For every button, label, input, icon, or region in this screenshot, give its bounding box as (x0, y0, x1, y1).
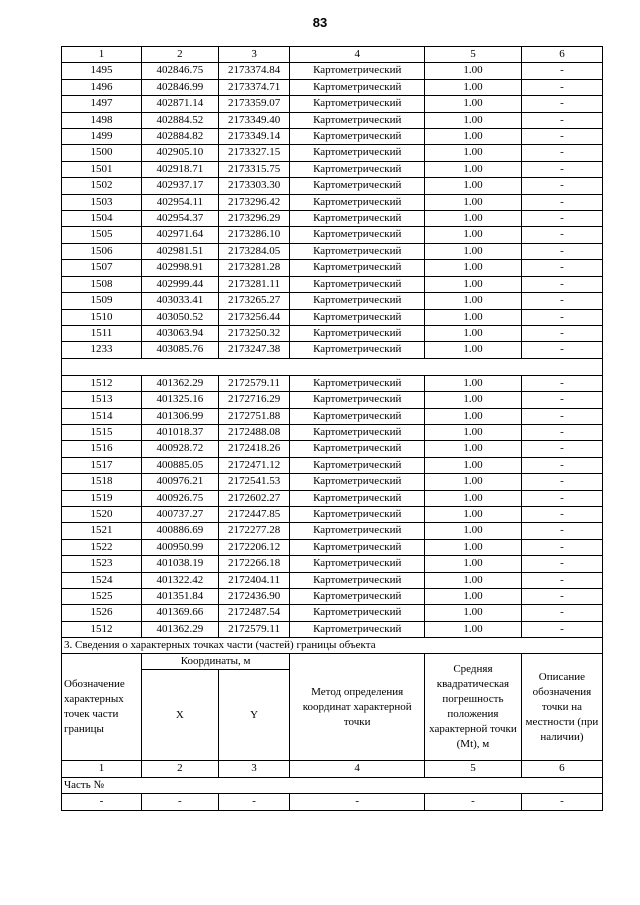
x-coordinate-cell: 402918.71 (141, 161, 218, 177)
point-number-cell: 1511 (62, 325, 142, 341)
method-cell: Картометрический (290, 408, 425, 424)
accuracy-cell: 1.00 (425, 211, 522, 227)
point-number-cell: 1512 (62, 375, 142, 391)
y-coordinate-cell: 2172541.53 (218, 474, 290, 490)
table-row (62, 490, 603, 506)
method-cell: Картометрический (290, 605, 425, 621)
point-number-cell: 1496 (62, 79, 142, 95)
method-cell: Картометрический (290, 539, 425, 555)
accuracy-cell: 1.00 (425, 621, 522, 637)
table-row (62, 96, 603, 112)
point-number-cell: 1502 (62, 178, 142, 194)
description-cell: - (521, 145, 602, 161)
y-coordinate-cell: 2172418.26 (218, 441, 290, 457)
y-coordinate-cell: 2172602.27 (218, 490, 290, 506)
accuracy-cell: 1.00 (425, 490, 522, 506)
method-header: Метод определения координат характерной точки (290, 654, 425, 761)
method-cell: Картометрический (290, 424, 425, 440)
method-cell: Картометрический (290, 375, 425, 391)
description-cell: - (521, 441, 602, 457)
point-number-cell: 1520 (62, 506, 142, 522)
point-number-cell: 1524 (62, 572, 142, 588)
accuracy-cell: 1.00 (425, 572, 522, 588)
method-cell: Картометрический (290, 474, 425, 490)
table-row (62, 375, 603, 391)
description-cell: - (521, 276, 602, 292)
part-label-row (62, 777, 603, 793)
y-coordinate-cell: 2173265.27 (218, 293, 290, 309)
table-row (62, 178, 603, 194)
description-cell: - (521, 474, 602, 490)
method-cell: Картометрический (290, 243, 425, 259)
accuracy-cell: 1.00 (425, 441, 522, 457)
description-header: Описание обозначения точки на местности (при наличии) (521, 654, 602, 761)
page-number: 83 (312, 15, 328, 30)
description-cell: - (521, 490, 602, 506)
description-cell: - (521, 523, 602, 539)
column-number: 5 (425, 761, 522, 777)
x-coordinate-cell: 400928.72 (141, 441, 218, 457)
method-cell: Картометрический (290, 589, 425, 605)
x-coordinate-cell: 401306.99 (141, 408, 218, 424)
table-row (62, 194, 603, 210)
point-number-cell: 1514 (62, 408, 142, 424)
table-row (62, 325, 603, 341)
x-coordinate-cell: 400737.27 (141, 506, 218, 522)
y-coordinate-cell: 2172447.85 (218, 506, 290, 522)
y-coordinate-cell: 2173359.07 (218, 96, 290, 112)
point-number-cell: 1501 (62, 161, 142, 177)
x-coordinate-cell: 401351.84 (141, 589, 218, 605)
error-header: Средняя квадратическая погрешность положения характерной точки (Mt), м (425, 654, 522, 761)
y-coordinate-cell: 2172471.12 (218, 457, 290, 473)
accuracy-cell: 1.00 (425, 539, 522, 555)
x-coordinate-cell: 400950.99 (141, 539, 218, 555)
description-cell: - (521, 129, 602, 145)
x-coordinate-cell: 402998.91 (141, 260, 218, 276)
table-row (62, 161, 603, 177)
table-row (62, 63, 603, 79)
x-coordinate-cell: 401322.42 (141, 572, 218, 588)
point-number-cell: 1522 (62, 539, 142, 555)
table-row (62, 276, 603, 292)
accuracy-cell: 1.00 (425, 342, 522, 358)
point-number-cell: 1510 (62, 309, 142, 325)
empty-cell: - (141, 794, 218, 810)
description-cell: - (521, 309, 602, 325)
x-coordinate-cell: 400885.05 (141, 457, 218, 473)
point-number-cell: 1504 (62, 211, 142, 227)
y-coordinate-cell: 2173374.71 (218, 79, 290, 95)
accuracy-cell: 1.00 (425, 392, 522, 408)
method-cell: Картометрический (290, 309, 425, 325)
description-cell: - (521, 194, 602, 210)
y-coordinate-cell: 2172206.12 (218, 539, 290, 555)
method-cell: Картометрический (290, 621, 425, 637)
y-coordinate-cell: 2172487.54 (218, 605, 290, 621)
coordinates-table-body (62, 47, 603, 638)
y-coordinate-cell: 2173374.84 (218, 63, 290, 79)
point-number-cell: 1508 (62, 276, 142, 292)
description-cell: - (521, 161, 602, 177)
point-number-cell: 1497 (62, 96, 142, 112)
accuracy-cell: 1.00 (425, 375, 522, 391)
accuracy-cell: 1.00 (425, 605, 522, 621)
description-cell: - (521, 63, 602, 79)
empty-cell: - (62, 794, 142, 810)
description-cell: - (521, 375, 602, 391)
x-coordinate-cell: 402871.14 (141, 96, 218, 112)
table-row (62, 293, 603, 309)
x-coordinate-cell: 401369.66 (141, 605, 218, 621)
description-cell: - (521, 621, 602, 637)
y-coordinate-cell: 2173327.15 (218, 145, 290, 161)
description-cell: - (521, 408, 602, 424)
x-coordinate-cell: 400976.21 (141, 474, 218, 490)
point-number-cell: 1518 (62, 474, 142, 490)
table-row (62, 572, 603, 588)
method-cell: Картометрический (290, 523, 425, 539)
y-coordinate-cell: 2172579.11 (218, 375, 290, 391)
point-number-cell: 1503 (62, 194, 142, 210)
description-cell: - (521, 457, 602, 473)
point-number-cell: 1498 (62, 112, 142, 128)
method-cell: Картометрический (290, 63, 425, 79)
point-number-cell: 1500 (62, 145, 142, 161)
x-coordinate-cell: 403050.52 (141, 309, 218, 325)
x-coordinate-cell: 402884.82 (141, 129, 218, 145)
table-row (62, 112, 603, 128)
x-header: X (141, 670, 218, 761)
description-cell: - (521, 392, 602, 408)
method-cell: Картометрический (290, 325, 425, 341)
table-row (62, 392, 603, 408)
method-cell: Картометрический (290, 392, 425, 408)
table-row (62, 309, 603, 325)
description-cell: - (521, 112, 602, 128)
x-coordinate-cell: 402884.52 (141, 112, 218, 128)
designation-header: Обозначение характерных точек части границы (62, 654, 142, 761)
y-coordinate-cell: 2173256.44 (218, 309, 290, 325)
description-cell: - (521, 96, 602, 112)
description-cell: - (521, 325, 602, 341)
description-cell: - (521, 506, 602, 522)
point-number-cell: 1519 (62, 490, 142, 506)
description-cell: - (521, 342, 602, 358)
column-number-row (62, 47, 603, 63)
spacer-row (62, 358, 603, 375)
description-cell: - (521, 178, 602, 194)
y-coordinate-cell: 2173281.11 (218, 276, 290, 292)
accuracy-cell: 1.00 (425, 309, 522, 325)
accuracy-cell: 1.00 (425, 63, 522, 79)
empty-cell: - (218, 794, 290, 810)
table-row (62, 129, 603, 145)
x-coordinate-cell: 403085.76 (141, 342, 218, 358)
y-coordinate-cell: 2173286.10 (218, 227, 290, 243)
accuracy-cell: 1.00 (425, 260, 522, 276)
y-coordinate-cell: 2172579.11 (218, 621, 290, 637)
description-cell: - (521, 260, 602, 276)
description-cell: - (521, 572, 602, 588)
method-cell: Картометрический (290, 211, 425, 227)
point-number-cell: 1523 (62, 556, 142, 572)
table-row (62, 556, 603, 572)
empty-cell: - (521, 794, 602, 810)
x-coordinate-cell: 400886.69 (141, 523, 218, 539)
accuracy-cell: 1.00 (425, 129, 522, 145)
y-coordinate-cell: 2172404.11 (218, 572, 290, 588)
accuracy-cell: 1.00 (425, 408, 522, 424)
method-cell: Картометрический (290, 506, 425, 522)
y-coordinate-cell: 2172716.29 (218, 392, 290, 408)
description-cell: - (521, 243, 602, 259)
accuracy-cell: 1.00 (425, 293, 522, 309)
y-coordinate-cell: 2173303.30 (218, 178, 290, 194)
point-number-cell: 1509 (62, 293, 142, 309)
method-cell: Картометрический (290, 490, 425, 506)
y-coordinate-cell: 2173250.32 (218, 325, 290, 341)
part-points-table (61, 637, 603, 811)
column-number: 6 (521, 47, 602, 63)
description-cell: - (521, 79, 602, 95)
table-row (62, 211, 603, 227)
table-row (62, 457, 603, 473)
x-coordinate-cell: 401325.16 (141, 392, 218, 408)
accuracy-cell: 1.00 (425, 145, 522, 161)
x-coordinate-cell: 402999.44 (141, 276, 218, 292)
x-coordinate-cell: 401362.29 (141, 621, 218, 637)
accuracy-cell: 1.00 (425, 424, 522, 440)
y-coordinate-cell: 2172277.28 (218, 523, 290, 539)
y-coordinate-cell: 2172436.90 (218, 589, 290, 605)
empty-cell: - (290, 794, 425, 810)
y-coordinate-cell: 2173349.40 (218, 112, 290, 128)
method-cell: Картометрический (290, 260, 425, 276)
point-number-cell: 1506 (62, 243, 142, 259)
accuracy-cell: 1.00 (425, 96, 522, 112)
header-row-top (62, 654, 603, 670)
y-coordinate-cell: 2172266.18 (218, 556, 290, 572)
y-header: Y (218, 670, 290, 761)
description-cell: - (521, 539, 602, 555)
x-coordinate-cell: 403033.41 (141, 293, 218, 309)
accuracy-cell: 1.00 (425, 194, 522, 210)
method-cell: Картометрический (290, 79, 425, 95)
column-number: 4 (290, 761, 425, 777)
method-cell: Картометрический (290, 129, 425, 145)
method-cell: Картометрический (290, 227, 425, 243)
table-row (62, 794, 603, 810)
table-row (62, 260, 603, 276)
accuracy-cell: 1.00 (425, 325, 522, 341)
table-row (62, 441, 603, 457)
point-number-cell: 1512 (62, 621, 142, 637)
point-number-cell: 1507 (62, 260, 142, 276)
table-row (62, 589, 603, 605)
method-cell: Картометрический (290, 276, 425, 292)
description-cell: - (521, 424, 602, 440)
table-row (62, 506, 603, 522)
point-number-cell: 1495 (62, 63, 142, 79)
accuracy-cell: 1.00 (425, 161, 522, 177)
description-cell: - (521, 227, 602, 243)
point-number-cell: 1513 (62, 392, 142, 408)
description-cell: - (521, 293, 602, 309)
y-coordinate-cell: 2173281.28 (218, 260, 290, 276)
method-cell: Картометрический (290, 178, 425, 194)
x-coordinate-cell: 402937.17 (141, 178, 218, 194)
method-cell: Картометрический (290, 342, 425, 358)
accuracy-cell: 1.00 (425, 556, 522, 572)
column-number: 2 (141, 761, 218, 777)
table-row (62, 474, 603, 490)
point-number-cell: 1517 (62, 457, 142, 473)
y-coordinate-cell: 2173296.29 (218, 211, 290, 227)
table-row (62, 145, 603, 161)
point-number-cell: 1521 (62, 523, 142, 539)
point-number-cell: 1233 (62, 342, 142, 358)
column-number-row (62, 761, 603, 777)
method-cell: Картометрический (290, 572, 425, 588)
table-row (62, 424, 603, 440)
column-number: 3 (218, 761, 290, 777)
part-label: Часть № (62, 777, 603, 793)
accuracy-cell: 1.00 (425, 523, 522, 539)
y-coordinate-cell: 2172488.08 (218, 424, 290, 440)
table-row (62, 243, 603, 259)
table-row (62, 342, 603, 358)
method-cell: Картометрический (290, 556, 425, 572)
accuracy-cell: 1.00 (425, 112, 522, 128)
x-coordinate-cell: 401038.19 (141, 556, 218, 572)
accuracy-cell: 1.00 (425, 474, 522, 490)
column-number: 1 (62, 47, 142, 63)
point-number-cell: 1515 (62, 424, 142, 440)
column-number: 6 (521, 761, 602, 777)
x-coordinate-cell: 402971.64 (141, 227, 218, 243)
point-number-cell: 1516 (62, 441, 142, 457)
table-row (62, 227, 603, 243)
accuracy-cell: 1.00 (425, 79, 522, 95)
method-cell: Картометрический (290, 457, 425, 473)
x-coordinate-cell: 402905.10 (141, 145, 218, 161)
table-row (62, 621, 603, 637)
column-number: 3 (218, 47, 290, 63)
point-number-cell: 1526 (62, 605, 142, 621)
x-coordinate-cell: 401018.37 (141, 424, 218, 440)
method-cell: Картометрический (290, 145, 425, 161)
y-coordinate-cell: 2173247.38 (218, 342, 290, 358)
method-cell: Картометрический (290, 96, 425, 112)
table-row (62, 408, 603, 424)
accuracy-cell: 1.00 (425, 276, 522, 292)
table-row (62, 79, 603, 95)
x-coordinate-cell: 402981.51 (141, 243, 218, 259)
method-cell: Картометрический (290, 293, 425, 309)
point-number-cell: 1499 (62, 129, 142, 145)
x-coordinate-cell: 402846.75 (141, 63, 218, 79)
x-coordinate-cell: 400926.75 (141, 490, 218, 506)
table-row (62, 605, 603, 621)
accuracy-cell: 1.00 (425, 457, 522, 473)
accuracy-cell: 1.00 (425, 589, 522, 605)
x-coordinate-cell: 401362.29 (141, 375, 218, 391)
coordinates-header: Координаты, м (141, 654, 289, 670)
description-cell: - (521, 605, 602, 621)
accuracy-cell: 1.00 (425, 506, 522, 522)
y-coordinate-cell: 2173284.05 (218, 243, 290, 259)
column-number: 4 (290, 47, 425, 63)
method-cell: Картометрический (290, 112, 425, 128)
x-coordinate-cell: 402846.99 (141, 79, 218, 95)
y-coordinate-cell: 2173349.14 (218, 129, 290, 145)
coordinates-table (61, 46, 603, 638)
point-number-cell: 1525 (62, 589, 142, 605)
accuracy-cell: 1.00 (425, 243, 522, 259)
column-number: 1 (62, 761, 142, 777)
column-number: 2 (141, 47, 218, 63)
description-cell: - (521, 211, 602, 227)
y-coordinate-cell: 2173315.75 (218, 161, 290, 177)
y-coordinate-cell: 2173296.42 (218, 194, 290, 210)
accuracy-cell: 1.00 (425, 178, 522, 194)
empty-cell: - (425, 794, 522, 810)
spacer-cell (62, 358, 603, 375)
method-cell: Картометрический (290, 194, 425, 210)
accuracy-cell: 1.00 (425, 227, 522, 243)
x-coordinate-cell: 402954.37 (141, 211, 218, 227)
method-cell: Картометрический (290, 161, 425, 177)
column-number: 5 (425, 47, 522, 63)
method-cell: Картометрический (290, 441, 425, 457)
section-title-row (62, 638, 603, 654)
description-cell: - (521, 556, 602, 572)
y-coordinate-cell: 2172751.88 (218, 408, 290, 424)
x-coordinate-cell: 403063.94 (141, 325, 218, 341)
section-title: 3. Сведения о характерных точках части (частей) границы объекта (62, 638, 603, 654)
table-row (62, 539, 603, 555)
table-row (62, 523, 603, 539)
description-cell: - (521, 589, 602, 605)
point-number-cell: 1505 (62, 227, 142, 243)
x-coordinate-cell: 402954.11 (141, 194, 218, 210)
